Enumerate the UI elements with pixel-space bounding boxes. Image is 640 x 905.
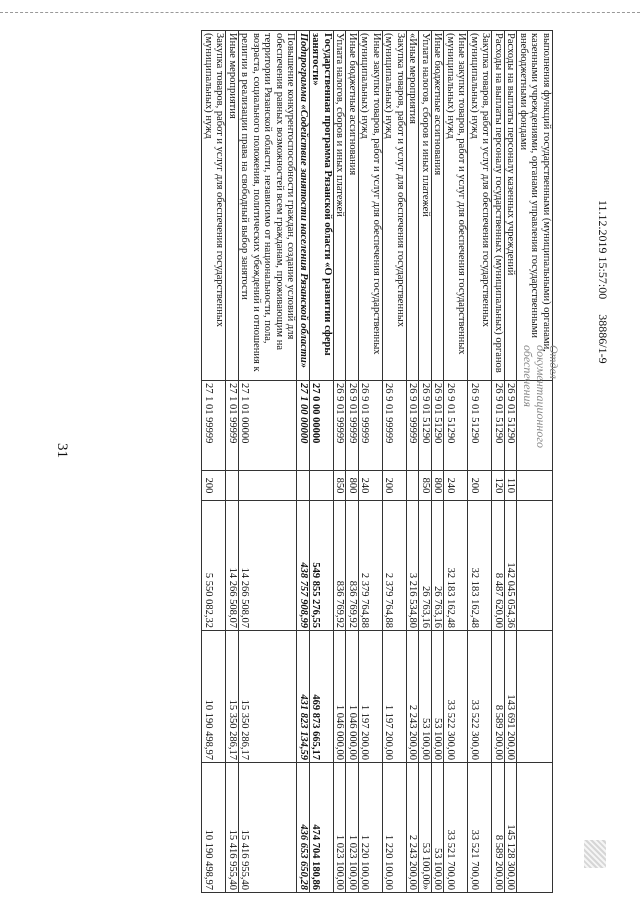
row-code: 26 9 01 99999 — [407, 381, 420, 471]
row-value-2021: 436 653 650,28 — [297, 763, 310, 893]
footer-doc-id: 38886/1-9 — [596, 314, 610, 364]
row-value-2021: 145 128 300,00 — [505, 763, 518, 893]
row-value-2020: 431 823 134,59 — [297, 631, 310, 763]
row-value-2020: 1 046 000,00 — [346, 631, 359, 763]
footer-timestamp: 11.12.2019 15:57:00 — [596, 200, 610, 300]
table-row — [359, 31, 383, 893]
row-value-2021: 53 100,00» — [419, 763, 432, 893]
table-row — [444, 31, 468, 893]
row-code: 26 9 01 99999 — [359, 381, 383, 471]
row-value-2019: 26 763,16 — [419, 501, 432, 631]
row-value-2021: 1 023 100,00 — [346, 763, 359, 893]
row-value-2019: 14 266 508,07 — [239, 501, 298, 631]
row-vr: 200 — [383, 471, 407, 501]
row-value-2020: 1 197 200,00 — [383, 631, 407, 763]
row-value-2021: 10 190 498,97 — [202, 763, 226, 893]
row-vr: 800 — [432, 471, 445, 501]
row-name: Государственная программа Рязанской области «О развитии сферы занятости» — [310, 31, 334, 381]
row-value-2020: 53 100,00 — [419, 631, 432, 763]
row-value-2019: 26 763,16 — [432, 501, 445, 631]
row-value-2021: 53 100,00 — [432, 763, 445, 893]
row-value-2019: 32 183 162,48 — [468, 501, 492, 631]
table-row — [334, 31, 347, 893]
table-row — [346, 31, 359, 893]
row-code: 27 1 01 00000 — [239, 381, 298, 471]
row-value-2020: 15 350 286,17 — [239, 631, 298, 763]
row-value-2020: 33 522 300,00 — [444, 631, 468, 763]
row-value-2019: 14 266 508,07 — [226, 501, 239, 631]
budget-table-rotated — [85, 30, 553, 892]
watermark: Отдел документационного обеспечения — [521, 345, 561, 449]
row-value-2021: 8 589 200,00 — [492, 763, 505, 893]
row-value-2019: 2 379 764,88 — [359, 501, 383, 631]
row-code: 26 9 01 51290 — [444, 381, 468, 471]
table-row — [297, 31, 310, 893]
row-code: 26 9 01 51290 — [492, 381, 505, 471]
row-value-2019: 32 183 162,48 — [444, 501, 468, 631]
row-code: 27 0 00 00000 — [310, 381, 334, 471]
row-value-2020: 10 190 498,97 — [202, 631, 226, 763]
row-code: 27 1 00 00000 — [297, 381, 310, 471]
row-value-2019: 142 045 054,36 — [505, 501, 518, 631]
row-vr — [239, 471, 298, 501]
row-vr: 120 — [492, 471, 505, 501]
row-value-2020 — [517, 631, 553, 763]
row-vr: 200 — [468, 471, 492, 501]
row-code: 26 9 01 99999 — [346, 381, 359, 471]
row-name: Повышение конкурентоспособности граждан, создание условий для обеспечения равных возможностей всем гражданам, проживающим на территории Рязанской области, независимо от национальности, пола, возраста, социального положения, политических убеждений и отношения к религии в реализации права на свободный выбор занятости — [239, 31, 298, 381]
row-code: 26 9 01 99999 — [334, 381, 347, 471]
row-name: «Иные мероприятия — [407, 31, 420, 381]
row-value-2021: 1 220 100,00 — [359, 763, 383, 893]
row-name: Закупка товаров, работ и услуг для обеспечения государственных (муниципальных) нужд — [468, 31, 492, 381]
row-vr — [517, 471, 553, 501]
row-vr — [226, 471, 239, 501]
row-vr — [297, 471, 310, 501]
row-code: 26 9 01 51290 — [468, 381, 492, 471]
row-name: Иные закупки товаров, работ и услуг для обеспечения государственных (муниципальных) нужд — [359, 31, 383, 381]
page-top-border — [0, 12, 640, 13]
row-value-2019: 549 855 276,55 — [310, 501, 334, 631]
row-code: 27 1 01 99999 — [226, 381, 239, 471]
row-name: Подпрограмма «Содействие занятости населения Рязанской области» — [297, 31, 310, 381]
row-vr: 110 — [505, 471, 518, 501]
row-name: Иные бюджетные ассигнования — [346, 31, 359, 381]
row-name: Иные мероприятия — [226, 31, 239, 381]
row-vr: 240 — [359, 471, 383, 501]
row-vr — [407, 471, 420, 501]
row-value-2021: 33 521 700,00 — [468, 763, 492, 893]
table-row — [310, 31, 334, 893]
footer-stamp — [595, 200, 610, 364]
row-value-2020: 15 350 286,17 — [226, 631, 239, 763]
row-value-2020: 143 691 200,00 — [505, 631, 518, 763]
row-code: 26 9 01 51290 — [432, 381, 445, 471]
row-value-2019: 2 379 764,88 — [383, 501, 407, 631]
budget-table — [202, 30, 554, 893]
row-value-2021: 1 220 100,00 — [383, 763, 407, 893]
row-value-2021: 33 521 700,00 — [444, 763, 468, 893]
qr-code-icon — [584, 840, 606, 868]
row-vr: 800 — [346, 471, 359, 501]
table-row — [432, 31, 445, 893]
row-value-2020: 1 046 000,00 — [334, 631, 347, 763]
page-number: 31 — [54, 443, 70, 458]
row-value-2019: 5 550 082,32 — [202, 501, 226, 631]
row-name: Закупка товаров, работ и услуг для обеспечения государственных (муниципальных) нужд — [202, 31, 226, 381]
row-vr — [310, 471, 334, 501]
table-row — [239, 31, 298, 893]
row-value-2021: 15 416 955,40 — [226, 763, 239, 893]
table-row — [407, 31, 420, 893]
row-value-2019: 836 769,92 — [346, 501, 359, 631]
row-name: Уплата налогов, сборов и иных платежей — [419, 31, 432, 381]
row-value-2020: 469 873 665,17 — [310, 631, 334, 763]
row-name: Закупка товаров, работ и услуг для обеспечения государственных (муниципальных) нужд — [383, 31, 407, 381]
row-value-2021: 15 416 955,40 — [239, 763, 298, 893]
row-value-2019: 3 216 534,80 — [407, 501, 420, 631]
row-name: Иные бюджетные ассигнования — [432, 31, 445, 381]
row-code: 26 9 01 99999 — [383, 381, 407, 471]
row-name: Расходы на выплаты персоналу государственных (муниципальных) органов — [492, 31, 505, 381]
table-row — [419, 31, 432, 893]
table-row — [517, 31, 553, 893]
row-value-2020: 1 197 200,00 — [359, 631, 383, 763]
row-value-2020: 2 243 200,00 — [407, 631, 420, 763]
row-value-2019: 438 757 908,99 — [297, 501, 310, 631]
row-value-2020: 33 522 300,00 — [468, 631, 492, 763]
row-name: Уплата налогов, сборов и иных платежей — [334, 31, 347, 381]
row-value-2020: 8 589 200,00 — [492, 631, 505, 763]
row-name: Расходы на выплаты персоналу казенных учреждений — [505, 31, 518, 381]
row-value-2021: 2 243 200,00 — [407, 763, 420, 893]
row-vr: 240 — [444, 471, 468, 501]
row-value-2019: 8 487 620,00 — [492, 501, 505, 631]
table-row — [505, 31, 518, 893]
row-name: выполнения функций государственными (муниципальными) органами, казенными учреждениями, органами управления государственными внебюджетными фондами — [517, 31, 553, 381]
row-vr: 850 — [419, 471, 432, 501]
row-vr: 850 — [334, 471, 347, 501]
row-value-2019: 836 769,92 — [334, 501, 347, 631]
row-code: 26 9 01 51290 — [419, 381, 432, 471]
table-row — [202, 31, 226, 893]
table-row — [226, 31, 239, 893]
row-value-2021 — [517, 763, 553, 893]
row-name: Иные закупки товаров, работ и услуг для обеспечения государственных (муниципальных) нужд — [444, 31, 468, 381]
row-vr: 200 — [202, 471, 226, 501]
row-value-2021: 1 023 100,00 — [334, 763, 347, 893]
table-row — [492, 31, 505, 893]
row-value-2020: 53 100,00 — [432, 631, 445, 763]
row-value-2021: 474 704 180,86 — [310, 763, 334, 893]
row-code: 27 1 01 99999 — [202, 381, 226, 471]
row-value-2019 — [517, 501, 553, 631]
table-row — [383, 31, 407, 893]
table-row — [468, 31, 492, 893]
row-code: 26 9 01 51290 — [505, 381, 518, 471]
